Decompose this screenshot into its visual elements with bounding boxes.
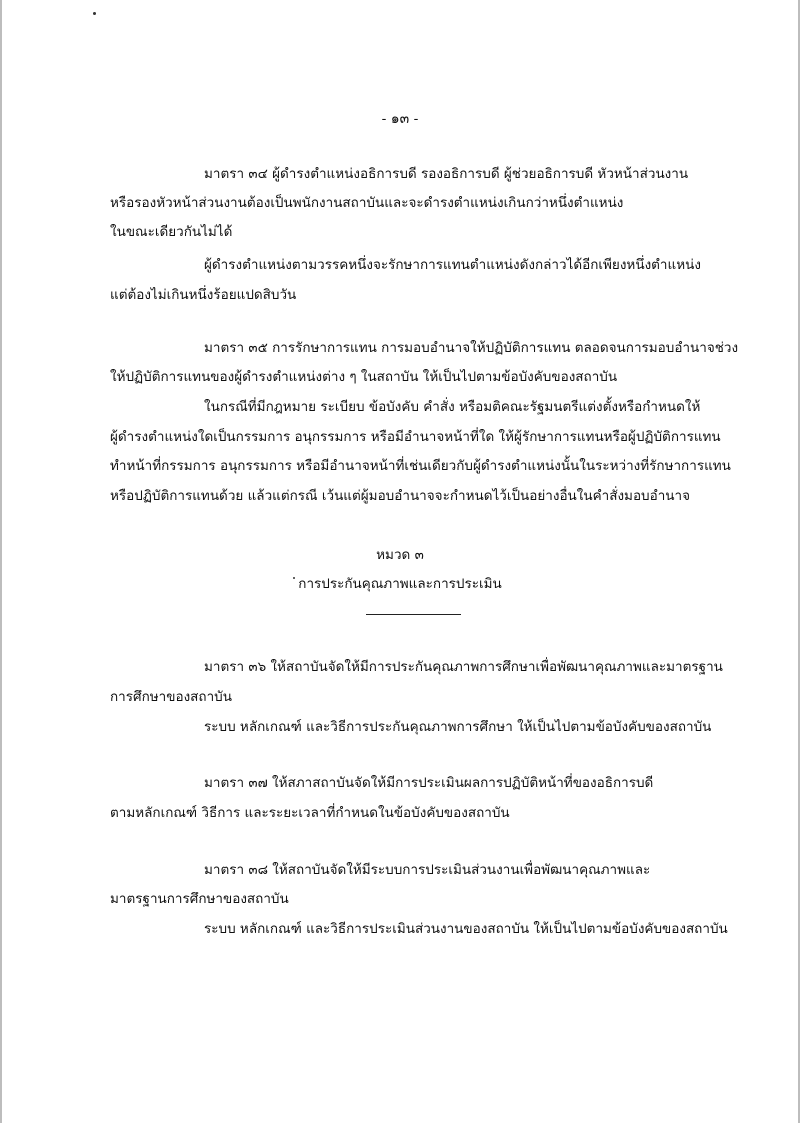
section-35-line-5: ทำหน้าที่กรรมการ อนุกรรมการ หรือมีอำนาจหน้าที่เช่นเดียวกับผู้ดำรงตำแหน่งนั้นในระหว่างที่รักษาการแทน <box>110 458 731 474</box>
section-38-line-2: มาตรฐานการศึกษาของสถาบัน <box>110 891 289 907</box>
section-37-line-1: มาตรา ๓๗ ให้สภาสถาบันจัดให้มีการประเมินผลการปฏิบัติหน้าที่ของอธิการบดี <box>204 775 654 791</box>
section-35-line-4: ผู้ดำรงตำแหน่งใดเป็นกรรมการ อนุกรรมการ หรือมีอำนาจหน้าที่ใด ให้ผู้รักษาการแทนหรือผู้ปฏิบัติการแทน <box>110 429 721 445</box>
section-34-line-4: ผู้ดำรงตำแหน่งตามวรรคหนึ่งจะรักษาการแทนตำแหน่งดังกล่าวได้อีกเพียงหนึ่งตำแหน่ง <box>204 257 701 273</box>
section-35-line-2: ให้ปฏิบัติการแทนของผู้ดำรงตำแหน่งต่าง ๆ ในสถาบัน ให้เป็นไปตามข้อบังคับของสถาบัน <box>110 369 618 385</box>
section-35-line-6: หรือปฏิบัติการแทนด้วย แล้วแต่กรณี เว้นแต่ผู้มอบอำนาจจะกำหนดไว้เป็นอย่างอื่นในคำสั่งมอบอำนาจ <box>110 488 691 504</box>
section-38-line-3: ระบบ หลักเกณฑ์ และวิธีการประเมินส่วนงานของสถาบัน ให้เป็นไปตามข้อบังคับของสถาบัน <box>204 921 728 937</box>
section-37-line-2: ตามหลักเกณฑ์ วิธีการ และระยะเวลาที่กำหนดในข้อบังคับของสถาบัน <box>110 805 510 821</box>
page-number: - ๑๓ - <box>381 111 419 127</box>
section-34-line-3: ในขณะเดียวกันไม่ได้ <box>110 224 233 240</box>
section-36-line-2: การศึกษาของสถาบัน <box>110 689 232 705</box>
section-34-line-5: แต่ต้องไม่เกินหนึ่งร้อยแปดสิบวัน <box>110 287 297 303</box>
scan-speck <box>93 12 96 15</box>
chapter-title: การประกันคุณภาพและการประเมิน <box>298 576 502 592</box>
chapter-label: หมวด ๓ <box>376 547 424 563</box>
section-34-line-2: หรือรองหัวหน้าส่วนงานต้องเป็นพนักงานสถาบันและจะดำรงตำแหน่งเกินกว่าหนึ่งตำแหน่ง <box>110 195 624 211</box>
section-35-line-1: มาตรา ๓๕ การรักษาการแทน การมอบอำนาจให้ปฏิบัติการแทน ตลอดจนการมอบอำนาจช่วง <box>204 340 739 356</box>
section-35-line-3: ในกรณีที่มีกฎหมาย ระเบียบ ข้อบังคับ คำสั่ง หรือมติคณะรัฐมนตรีแต่งตั้งหรือกำหนดให้ <box>204 399 701 415</box>
section-36-line-3: ระบบ หลักเกณฑ์ และวิธีการประกันคุณภาพการศึกษา ให้เป็นไปตามข้อบังคับของสถาบัน <box>204 719 712 735</box>
section-38-line-1: มาตรา ๓๘ ให้สถาบันจัดให้มีระบบการประเมินส่วนงานเพื่อพัฒนาคุณภาพและ <box>204 862 651 878</box>
chapter-divider <box>366 614 461 615</box>
section-36-line-1: มาตรา ๓๖ ให้สถาบันจัดให้มีการประกันคุณภาพการศึกษาเพื่อพัฒนาคุณภาพและมาตรฐาน <box>204 659 723 675</box>
scan-edge-left <box>0 0 2 1123</box>
section-34-line-1: มาตรา ๓๔ ผู้ดำรงตำแหน่งอธิการบดี รองอธิการบดี ผู้ช่วยอธิการบดี หัวหน้าส่วนงาน <box>204 166 689 182</box>
